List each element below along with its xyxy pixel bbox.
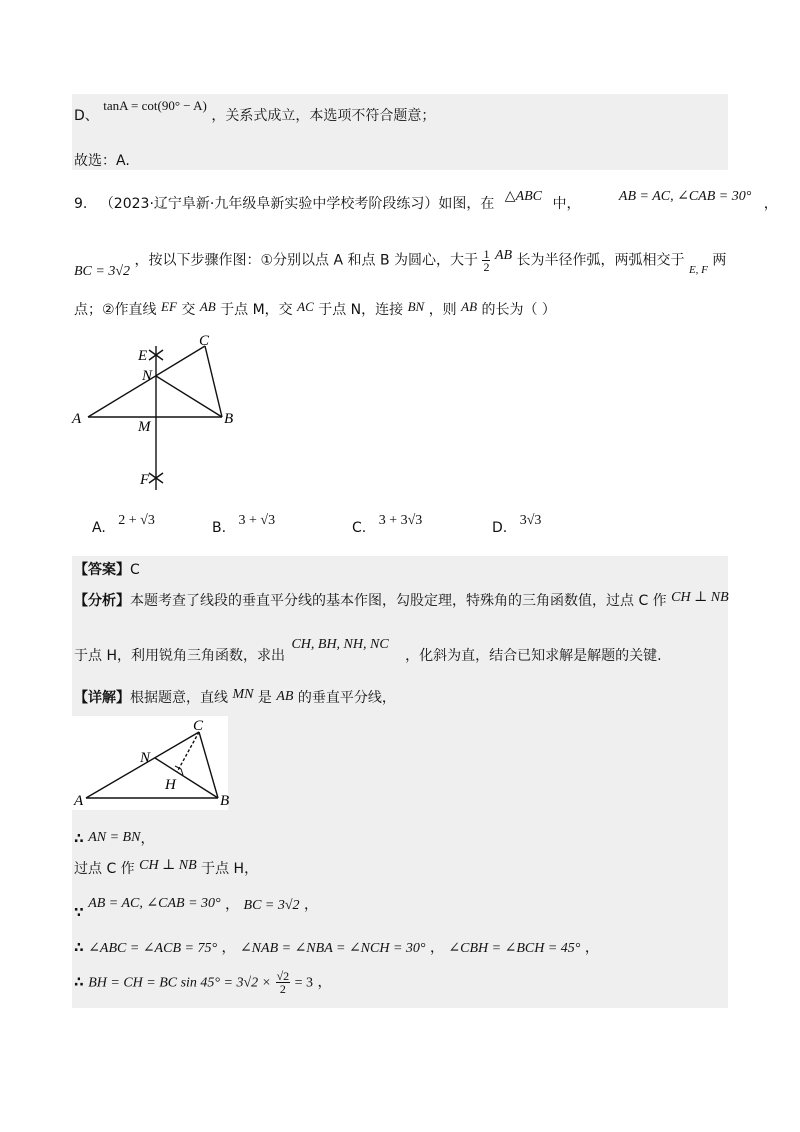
fig1-label-f: F (140, 472, 150, 488)
triangle-abc: △ABC (504, 189, 543, 204)
points-ef: E, F (688, 263, 708, 276)
segment-nb (156, 376, 222, 417)
option-a[interactable] (92, 512, 155, 536)
step-2 (74, 858, 258, 878)
fig2-label-b: B (220, 793, 230, 809)
fraction-half-den: 2 (483, 260, 490, 274)
fraction-half-num: 1 (483, 247, 490, 261)
step-4-formula-a: ∠ABC = ∠ACB = 75° (88, 941, 218, 956)
option-b-letter: B. (212, 520, 227, 536)
fig1-label-a: A (72, 411, 82, 427)
fig2-label-a: A (74, 793, 84, 809)
detail-text-2: 是 (257, 690, 272, 706)
question-steps: ，按以下步骤作图：①分别以点 A 和点 B 为圆心，大于 (134, 252, 479, 269)
q3c: 于点 M，交 (220, 302, 293, 318)
question-line-3 (74, 299, 556, 319)
option-c[interactable] (352, 512, 423, 536)
fig2-label-c: C (193, 718, 204, 734)
analysis-line-1 (74, 590, 729, 610)
fraction-half (482, 248, 490, 273)
step-5-fraction-num: √2 (276, 969, 290, 983)
option-c-letter: C. (352, 520, 367, 536)
fig1-label-e: E (138, 348, 148, 364)
step-4-sep-1: ， (221, 940, 236, 956)
step-4-symbol: ∴ (74, 940, 84, 956)
option-d-letter: D. (492, 520, 508, 536)
question-source: （2023·辽宁阜新·九年级阜新实验中学校考阶段练习）如图，在 (99, 196, 495, 212)
answer-line (74, 559, 140, 579)
step-3-formula-b: BC = 3√2 (243, 898, 300, 913)
question-line-2 (74, 247, 727, 279)
q3f: 的长为（ ） (481, 302, 556, 318)
detail-tag: 【详解】 (74, 690, 130, 706)
analysis-text-3: ，化斜为直，结合已知求解是解题的关键. (405, 648, 662, 664)
fig1-label-m: M (138, 419, 151, 435)
step-3-symbol: ∵ (74, 905, 84, 921)
analysis-ch-nb: CH ⊥ NB (671, 590, 729, 605)
step-1-symbol: ∴ (74, 831, 84, 847)
step-4 (74, 937, 599, 957)
figure-construction (60, 328, 250, 498)
detail-line (74, 687, 396, 707)
option-a-letter: A. (92, 520, 106, 536)
q3a: 点；②作直线 (74, 302, 157, 318)
given-comma: ， (763, 196, 778, 212)
analysis-text-1: 本题考查了线段的垂直平分线的基本作图，勾股定理，特殊角的三角函数值，过点 C 作 (130, 593, 667, 609)
option-b-value: 3 + √3 (238, 513, 276, 528)
question-steps-b: 长为半径作弧，两弧相交于 (516, 252, 685, 269)
given-equal-sides: AB = AC, ∠CAB = 30° (618, 189, 752, 204)
option-d-value: 3√3 (519, 513, 542, 528)
option-d-line (74, 98, 436, 125)
q3-ef: EF (161, 299, 177, 314)
fig2-label-n: N (140, 750, 151, 766)
option-b[interactable] (212, 512, 276, 536)
analysis-list: CH, BH, NH, NC (291, 637, 389, 652)
step-1-formula: AN = BN (88, 830, 141, 845)
q3-ab2: AB (461, 299, 478, 314)
half-ab: AB (494, 247, 513, 263)
prev-choice: 故选：A. (74, 153, 130, 169)
option-a-value: 2 + √3 (118, 513, 155, 528)
step-3-sep: ， (225, 897, 240, 913)
step-5 (74, 970, 331, 995)
step-5-end: ， (317, 974, 332, 991)
answer-value: C (130, 562, 140, 578)
step-5-fraction (276, 970, 291, 995)
fig2-label-h: H (165, 777, 176, 793)
step-4-formula-c: ∠CBH = ∠BCH = 45° (448, 941, 581, 956)
analysis-line-2 (74, 637, 662, 665)
step-4-formula-b: ∠NAB = ∠NBA = ∠NCH = 30° (239, 941, 426, 956)
step-3 (74, 894, 318, 921)
question-line-1 (74, 189, 778, 213)
question-number: 9. (74, 196, 88, 212)
step-5-fraction-den: 2 (279, 982, 286, 996)
question-mid: 中， (552, 196, 581, 212)
step-3-end: ， (304, 897, 318, 913)
q3d: 于点 N，连接 (318, 302, 404, 318)
step-5-symbol: ∴ (74, 974, 84, 991)
step-2-formula: CH ⊥ NB (139, 858, 197, 873)
detail-text-1: 根据题意，直线 (130, 690, 228, 706)
step-4-end: ， (584, 940, 599, 956)
step-2-text-b: 于点 H， (201, 861, 259, 877)
step-5-formula-b: = 3 (294, 975, 314, 991)
option-d-text: ，关系式成立，本选项不符合题意； (211, 108, 436, 124)
option-d-formula: tanA = cot(90° − A) (103, 98, 207, 113)
segment-cb (205, 346, 222, 417)
question-line2-end: 两 (712, 252, 727, 269)
answer-tag: 【答案】 (74, 562, 130, 578)
option-c-value: 3 + 3√3 (378, 513, 423, 528)
given-bc: BC = 3√2 (74, 263, 131, 279)
fig1-label-b: B (224, 411, 234, 427)
analysis-tag: 【分析】 (74, 593, 130, 609)
step-5-formula-a: BH = CH = BC sin 45° = 3√2 × (88, 975, 272, 991)
step-4-sep-2: ， (429, 940, 444, 956)
q3-bn: BN (407, 299, 425, 314)
option-d[interactable] (492, 512, 542, 536)
option-d-label: D、 (74, 108, 99, 124)
detail-mn: MN (232, 687, 254, 702)
q3-ac: AC (297, 299, 314, 314)
step-2-text-a: 过点 C 作 (74, 861, 135, 877)
step-3-formula-a: AB = AC, ∠CAB = 30° (88, 896, 221, 911)
figure-perpendicular (72, 716, 232, 810)
detail-ab: AB (276, 689, 294, 704)
q3b: 交 (181, 302, 196, 318)
analysis-text-2: 于点 H，利用锐角三角函数，求出 (74, 648, 285, 664)
detail-text-3: 的垂直平分线， (297, 690, 396, 706)
step-1 (74, 828, 154, 848)
fig1-label-n: N (142, 368, 153, 384)
step-1-end: ， (140, 831, 155, 847)
q3-ab: AB (199, 299, 216, 314)
fig1-label-c: C (199, 333, 210, 349)
q3e: ，则 (428, 302, 457, 318)
